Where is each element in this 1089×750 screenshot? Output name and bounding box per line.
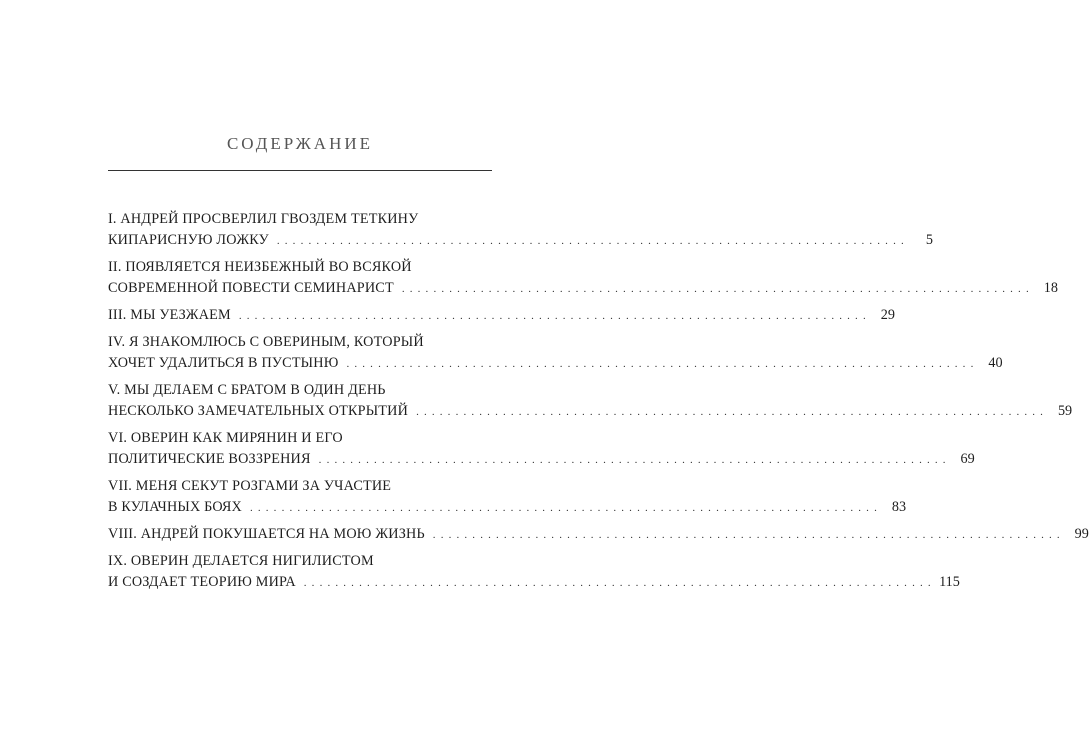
- toc-entry-title-line: IX. ОВЕРИН ДЕЛАЕТСЯ НИГИЛИСТОМ: [108, 553, 374, 569]
- dot-leader: . . . . . . . . . . . . . . . . . . . . . . . . . . . . . . . . . . . . . . . . . . . . . . . . . . . . . . . . . . . . . . . . . . . . . . . . . . . . . . . .: [416, 406, 1045, 418]
- toc-entry-title-line: IV. Я ЗНАКОМЛЮСЬ С ОВЕРИНЫМ, КОТОРЫЙ: [108, 334, 424, 350]
- toc-page-number: 5: [925, 232, 933, 248]
- toc-entry-title-line: И СОЗДАЕТ ТЕОРИЮ МИРА: [108, 574, 296, 590]
- dot-leader: . . . . . . . . . . . . . . . . . . . . . . . . . . . . . . . . . . . . . . . . . . . . . . . . . . . . . . . . . . . . . . . . . . . . . . . . . . . . . . . .: [276, 235, 905, 247]
- toc-entry[interactable]: [108, 305, 895, 327]
- toc-entry-last-line: [108, 305, 895, 327]
- toc-entry[interactable]: [108, 332, 1003, 375]
- table-of-contents: [108, 209, 1089, 599]
- toc-entry-title-line: VII. МЕНЯ СЕКУТ РОЗГАМИ ЗА УЧАСТИЕ: [108, 478, 392, 494]
- toc-entry-last-line: [108, 401, 1073, 423]
- dot-leader: . . . . . . . . . . . . . . . . . . . . . . . . . . . . . . . . . . . . . . . . . . . . . . . . . . . . . . . . . . . . . . . . . . . . . . . . . . . . . . . .: [346, 358, 975, 370]
- toc-entry-title-line: КИПАРИСНУЮ ЛОЖКУ: [108, 232, 269, 248]
- toc-entry-title-line: VIII. АНДРЕЙ ПОКУШАЕТСЯ НА МОЮ ЖИЗНЬ: [108, 526, 425, 542]
- contents-heading: СОДЕРЖАНИЕ: [226, 134, 374, 153]
- toc-entry-title-line: II. ПОЯВЛЯЕТСЯ НЕИЗБЕЖНЫЙ ВО ВСЯКОЙ: [108, 259, 412, 275]
- toc-entry-last-line: [108, 497, 907, 519]
- toc-entry-title-line: СОВРЕМЕННОЙ ПОВЕСТИ СЕМИНАРИСТ: [108, 280, 394, 296]
- toc-entry[interactable]: [108, 524, 1089, 546]
- toc-entry[interactable]: [108, 380, 1073, 423]
- dot-leader: . . . . . . . . . . . . . . . . . . . . . . . . . . . . . . . . . . . . . . . . . . . . . . . . . . . . . . . . . . . . . . . . . . . . . . . . . . . . . . . .: [432, 529, 1061, 541]
- toc-entry[interactable]: [108, 551, 960, 594]
- toc-entry-last-line: [108, 449, 975, 471]
- toc-entry-title-line: V. МЫ ДЕЛАЕМ С БРАТОМ В ОДИН ДЕНЬ: [108, 382, 386, 398]
- toc-page-number: 83: [891, 499, 907, 515]
- dot-leader: . . . . . . . . . . . . . . . . . . . . . . . . . . . . . . . . . . . . . . . . . . . . . . . . . . . . . . . . . . . . . . . . . . . . . . . . . . . . . . . .: [401, 283, 1030, 295]
- toc-entry-title-line: ХОЧЕТ УДАЛИТЬСЯ В ПУСТЫНЮ: [108, 355, 339, 371]
- toc-entry-title-line: ПОЛИТИЧЕСКИЕ ВОЗЗРЕНИЯ: [108, 451, 311, 467]
- toc-entry-last-line: [108, 572, 960, 594]
- toc-entry-last-line: [108, 230, 933, 252]
- toc-page-number: 18: [1043, 280, 1058, 296]
- dot-leader: . . . . . . . . . . . . . . . . . . . . . . . . . . . . . . . . . . . . . . . . . . . . . . . . . . . . . . . . . . . . . . . . . . . . . . . . . . . . . . . .: [238, 310, 867, 322]
- dot-leader: . . . . . . . . . . . . . . . . . . . . . . . . . . . . . . . . . . . . . . . . . . . . . . . . . . . . . . . . . . . . . . . . . . . . . . . . . . . . . . . .: [318, 454, 947, 466]
- toc-entry[interactable]: [108, 257, 1058, 300]
- toc-entry-title-line: НЕСКОЛЬКО ЗАМЕЧАТЕЛЬНЫХ ОТКРЫТИЙ: [108, 403, 409, 419]
- dot-leader: . . . . . . . . . . . . . . . . . . . . . . . . . . . . . . . . . . . . . . . . . . . . . . . . . . . . . . . . . . . . . . . . . . . . . . . . . . . . . . . .: [303, 577, 932, 589]
- toc-page-number: 29: [880, 307, 895, 323]
- toc-page-number: 40: [988, 355, 1003, 371]
- toc-entry-title-line: III. МЫ УЕЗЖАЕМ: [108, 307, 231, 323]
- dot-leader: . . . . . . . . . . . . . . . . . . . . . . . . . . . . . . . . . . . . . . . . . . . . . . . . . . . . . . . . . . . . . . . . . . . . . . . . . . . . . . . .: [249, 502, 879, 514]
- toc-page-number: 99: [1074, 526, 1089, 542]
- toc-page-number: 115: [939, 574, 960, 590]
- toc-entry-last-line: [108, 524, 1089, 546]
- toc-entry-last-line: [108, 353, 1003, 375]
- toc-entry-title-line: I. АНДРЕЙ ПРОСВЕРЛИЛ ГВОЗДЕМ ТЕТКИНУ: [108, 211, 419, 227]
- toc-entry[interactable]: [108, 476, 907, 519]
- heading-rule: [108, 170, 492, 171]
- toc-entry-last-line: [108, 278, 1058, 300]
- toc-entry[interactable]: [108, 209, 933, 252]
- toc-page-number: 69: [960, 451, 975, 467]
- toc-page-number: 59: [1057, 403, 1073, 419]
- toc-entry-title-line: В КУЛАЧНЫХ БОЯХ: [108, 499, 242, 515]
- toc-entry-title-line: VI. ОВЕРИН КАК МИРЯНИН И ЕГО: [108, 430, 343, 446]
- toc-entry[interactable]: [108, 428, 975, 471]
